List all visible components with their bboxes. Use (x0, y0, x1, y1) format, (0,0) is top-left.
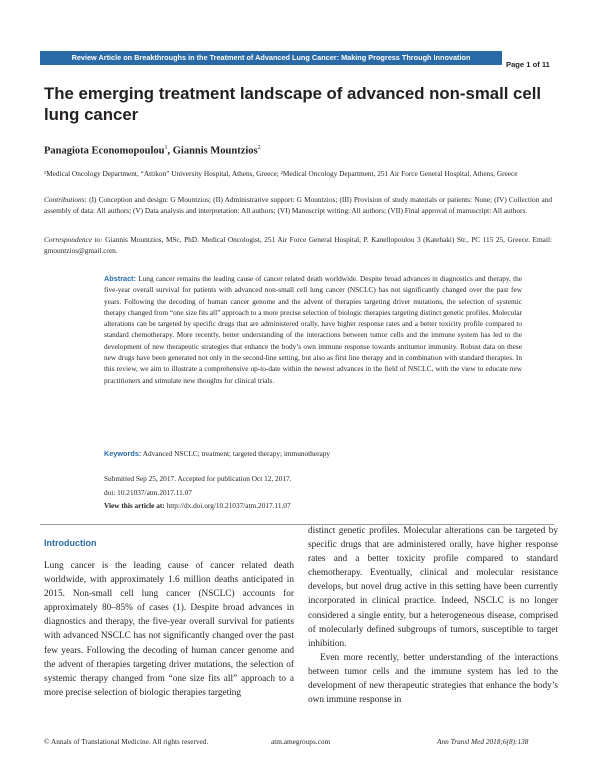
keywords-label: Keywords: (104, 449, 142, 458)
affiliation-marker: 1 (164, 145, 168, 151)
author-separator: , (167, 145, 173, 157)
contributions (44, 195, 552, 217)
contributions-text: (I) Conception and design: G Mountzios; (II) Administrative support: G Mountzios; (III) Provision of study materials or patients: None; (IV) Collection and assembly of data: All authors; (V) Data analysis and interpretation: All authors; (VI) Manuscript writing: All authors; (VII) Final approval of manuscript: All authors. (44, 195, 552, 215)
section-heading: Introduction (44, 538, 97, 548)
article-link[interactable]: http://dx.doi.org/10.21037/atm.2017.11.07 (166, 501, 291, 510)
body-column-left (44, 559, 294, 700)
correspondence (44, 235, 552, 257)
contributions-label: Contributions: (44, 195, 87, 204)
affiliation-marker: 2 (257, 145, 261, 151)
abstract (104, 273, 522, 386)
doi: doi: 10.21037/atm.2017.11.07 (104, 488, 192, 497)
citation (437, 737, 528, 746)
view-article (104, 500, 291, 511)
author-name: Giannis Mountzios (172, 145, 258, 157)
submission-dates: Submitted Sep 25, 2017. Accepted for publication Oct 12, 2017. (104, 474, 292, 483)
series-banner: Review Article on Breakthroughs in the Treatment of Advanced Lung Cancer: Making Progress Through Innovation (40, 51, 502, 65)
keywords-text: Advanced NSCLC; treatment; targeted therapy; immunotherapy (142, 449, 331, 458)
abstract-text: Lung cancer remains the leading cause of cancer related death worldwide. Despite broad advances in diagnostics and therapy, the five-year overall survival for patients with advanced non-small cell lung cancer (NSCLC) has not significantly changed over the past few years. Following the decoding of human cancer genome and the advent of therapies targeting driver mutations, the selection of systemic therapy changed from “one size fits all” approach to a more precise selection of biologic therapies targeting distinct genetic profiles. Molecular alterations can be targeted by specific drugs that are administered orally, have higher response rates and a better toxicity profile compared to standard chemotherapy. More recently, better understanding of the interactions between tumor cells and the immune system has led to the development of new therapeutic strategies that enhance the body’s own immune response towards antitumor immunity. Robust data on these new drugs have been generated not only in the second-line setting, but also as first line therapy and in combination with standard therapies. In this review, we aim to illustrate a comprehensive up-to-date within the newest advances in the field of NSCLC, with the view to educate new practitioners and stimulate new thoughts for clinical trials. (104, 274, 522, 385)
copyright: © Annals of Translational Medicine. All rights reserved. (44, 737, 209, 746)
view-label: View this article at: (104, 501, 165, 510)
affiliations: ¹Medical Oncology Department, “Attikon” University Hospital, Athens, Greece; ²Medical Oncology Department, 251 Air Force General Hospital, Athens, Greece (44, 169, 518, 178)
correspondence-label: Correspondence to: (44, 235, 103, 244)
paragraph: Even more recently, better understanding of the interactions between tumor cells and the immune system has led to the development of new therapeutic strategies that enhance the body’s own immune response in (308, 652, 558, 706)
page-number: Page 1 of 11 (506, 60, 550, 69)
keywords (104, 448, 522, 459)
paragraph: Lung cancer is the leading cause of cancer related death worldwide, with approximately 1.6 million deaths anticipated in 2015. Non-small cell lung cancer (NSCLC) accounts for approximately 80–85% of cases (1). Despite broad advances in diagnostics and therapy, the five-year overall survival for patients with advanced NSCLC has not significantly changed over the past few years. Following the decoding of human cancer genome and the advent of therapies targeting driver mutations, the selection of systemic therapy changed from “one size fits all” approach to a more precise selection of biologic therapies targeting (44, 561, 294, 698)
correspondence-text: Giannis Mountzios, MSc, PhD. Medical Oncologist, 251 Air Force General Hospital, P. Kanellopoulou 3 (Katehaki) Str., PC 115 25, Greece. Email: gmountzios@gmail.com. (44, 235, 553, 255)
journal-site: atm.amegroups.com (271, 737, 331, 746)
citation-text: Ann Transl Med 2018;6(8):138 (437, 737, 529, 746)
paragraph: distinct genetic profiles. Molecular alterations can be targeted by specific drugs that are administered orally, have higher response rates and a better toxicity profile compared to standard chemotherapy. Eventually, clinical and molecular resistance develops, but novel drug active in this setting have been currently incorporated in clinical practice. Indeed, NSCLC is no longer considered a single entity, but a heterogeneous disease, comprised of molecularly defined subgroups of tumors, susceptible to target inhibition. (308, 526, 558, 649)
author-name: Panagiota Economopoulou (44, 145, 165, 157)
author-list (44, 145, 261, 157)
article-title: The emerging treatment landscape of advanced non-small cell lung cancer (44, 84, 542, 124)
body-column-right (308, 524, 558, 707)
abstract-label: Abstract: (104, 274, 137, 283)
